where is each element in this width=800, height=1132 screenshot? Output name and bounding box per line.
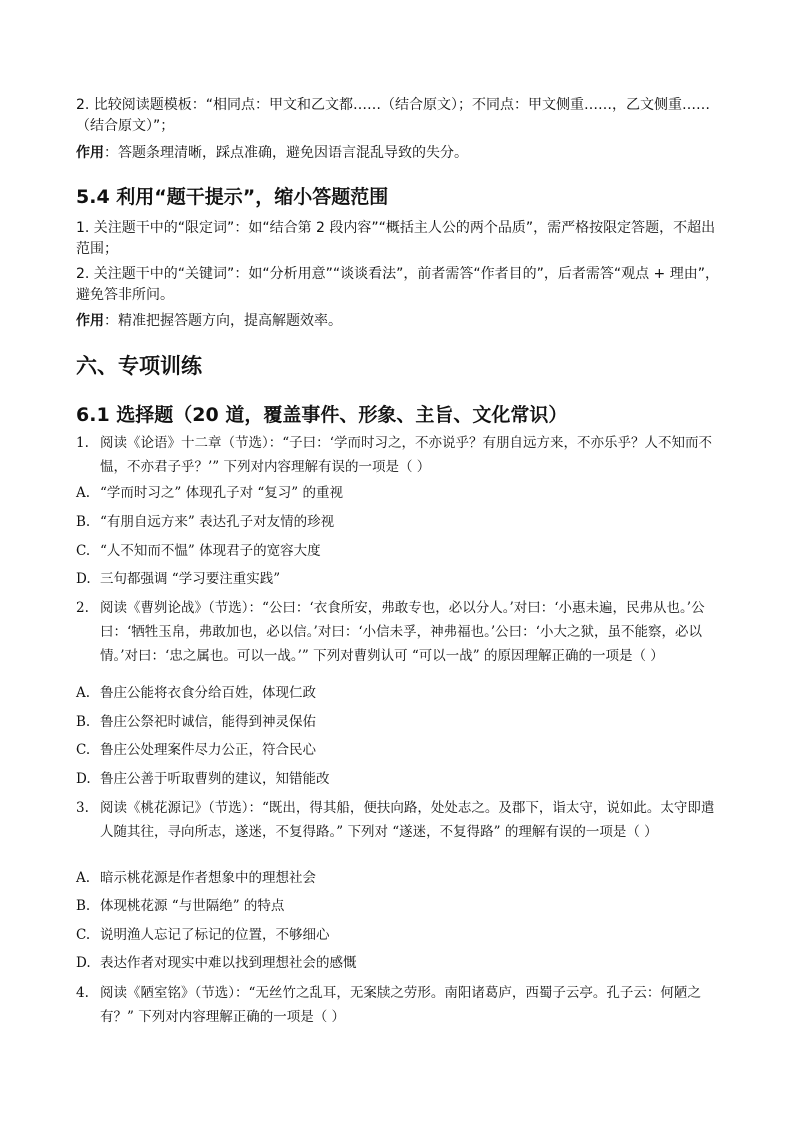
question-text: 阅读《陋室铭》（节选）：“无丝竹之乱耳，无案牍之劳形。南阳诸葛庐，西蜀子云亭。孔子云：何陋之有？” 下列对内容理解正确的一项是（ ） — [100, 985, 701, 1025]
question-1-option-b — [76, 512, 334, 532]
question-1-option-c — [76, 541, 321, 561]
question-1-option-d — [76, 569, 280, 589]
question-number: 2. — [76, 600, 89, 616]
question-2-option-b — [76, 712, 316, 732]
option-letter: D. — [76, 955, 91, 971]
question-1 — [76, 431, 726, 479]
option-text: 体现桃花源 “与世隔绝” 的特点 — [100, 898, 285, 914]
effect-paragraph — [76, 143, 726, 164]
option-letter: A. — [76, 485, 91, 501]
question-2-option-d — [76, 769, 330, 789]
section-6-1-heading: 6.1 选择题（20 道，覆盖事件、形象、主旨、文化常识） — [76, 404, 568, 426]
compare-template-text: 2. 比较阅读题模板：“相同点：甲文和乙文都……（结合原文）；不同点：甲文侧重……，乙文侧重……（结合原文）”； — [76, 97, 711, 134]
question-text: 阅读《桃花源记》（节选）：“既出，得其船，便扶向路，处处志之。及郡下，诣太守，说如此。太守即遣人随其往，寻向所志，遂迷，不复得路。” 下列对 “遂迷，不复得路” 的理解有误的一项是（ ） — [100, 800, 715, 840]
question-3 — [76, 796, 726, 844]
option-text: 鲁庄公处理案件尽力公正，符合民心 — [100, 742, 316, 758]
option-text: “学而时习之” 体现孔子对 “复习” 的重视 — [100, 485, 343, 501]
effect-text: ：精准把握答题方向，提高解题效率。 — [104, 313, 342, 329]
question-number: 4. — [76, 985, 89, 1001]
option-text: 鲁庄公能将衣食分给百姓，体现仁政 — [100, 685, 316, 701]
question-3-option-a — [76, 868, 316, 888]
effect-label: 作用 — [76, 145, 104, 161]
option-letter: B. — [76, 514, 91, 530]
option-letter: B. — [76, 898, 91, 914]
question-2-option-a — [76, 683, 316, 703]
question-number: 1. — [76, 435, 89, 451]
option-letter: A. — [76, 685, 91, 701]
option-text: 说明渔人忘记了标记的位置，不够细心 — [100, 927, 330, 943]
question-2-option-c — [76, 740, 316, 760]
effect-text: ：答题条理清晰，踩点准确，避免因语言混乱导致的失分。 — [104, 145, 468, 161]
option-text: “人不知而不愠” 体现君子的宽容大度 — [100, 543, 321, 559]
option-text: 鲁庄公善于听取曹刿的建议，知错能改 — [100, 771, 330, 787]
section-6-heading: 六、专项训练 — [76, 354, 202, 378]
option-letter: D. — [76, 571, 91, 587]
question-2 — [76, 596, 726, 668]
option-letter: C. — [76, 742, 91, 758]
question-3-option-c — [76, 925, 330, 945]
option-letter: A. — [76, 870, 91, 886]
option-text: 表达作者对现实中难以找到理想社会的感慨 — [100, 955, 357, 971]
option-text: “有朋自远方来” 表达孔子对友情的珍视 — [100, 514, 335, 530]
option-text: 三句都强调 “学习要注重实践” — [100, 571, 281, 587]
question-text: 阅读《论语》十二章（节选）：“子曰：‘学而时习之，不亦说乎？有朋自远方来，不亦乐乎？人不知而不愠，不亦君子乎？’” 下列对内容理解有误的一项是（ ） — [100, 435, 712, 475]
question-text: 阅读《曹刿论战》（节选）：“公曰：‘衣食所安，弗敢专也，必以分人。’对曰：‘小惠未遍，民弗从也。’公曰：‘牺牲玉帛，弗敢加也，必以信。’对曰：‘小信未孚，神弗福也。’公曰：‘小大之狱，虽不能察，必以情。’对曰：‘忠之属也。可以一战。’” 下列对曹刿认可 “可以一战” 的原因理解正确的一项是（ ） — [100, 600, 705, 664]
section-5-4-item-2: 2. 关注题干中的“关键词”：如“分析用意”“谈谈看法”，前者需答“作者目的”，后者需答“观点 + 理由”，避免答非所问。 — [76, 266, 719, 303]
effect-label: 作用 — [76, 313, 104, 329]
option-text: 鲁庄公祭祀时诚信，能得到神灵保佑 — [100, 714, 316, 730]
option-letter: B. — [76, 714, 91, 730]
section-5-4-effect — [76, 311, 726, 332]
question-3-option-b — [76, 896, 284, 916]
question-4 — [76, 981, 726, 1029]
option-letter: C. — [76, 927, 91, 943]
section-5-4-item-1: 1. 关注题干中的“限定词”：如“结合第 2 段内容”“概括主人公的两个品质”，需严格按限定答题，不超出范围； — [76, 220, 716, 257]
option-letter: C. — [76, 543, 91, 559]
question-1-option-a — [76, 483, 343, 503]
question-number: 3. — [76, 800, 89, 816]
option-text: 暗示桃花源是作者想象中的理想社会 — [100, 870, 316, 886]
section-5-4-heading: 5.4 利用“题干提示”，缩小答题范围 — [76, 186, 389, 208]
question-3-option-d — [76, 953, 357, 973]
option-letter: D. — [76, 771, 91, 787]
